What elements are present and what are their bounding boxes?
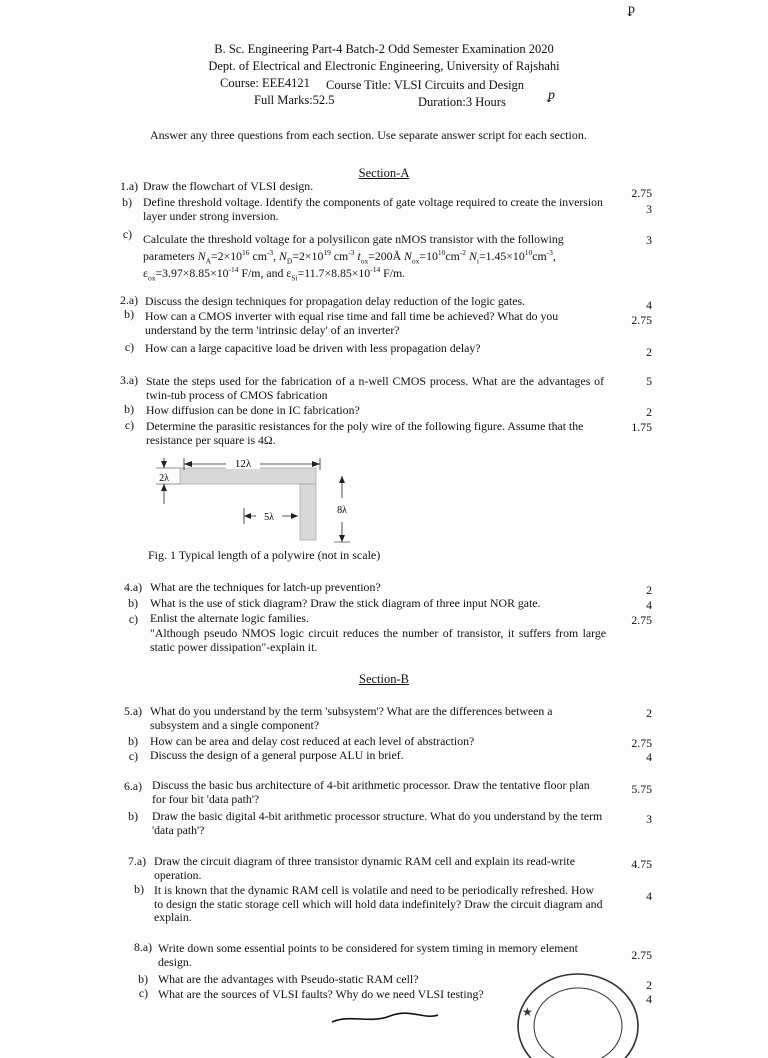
q2c-marks: 2 bbox=[646, 345, 652, 359]
q1c-parameters: parameters $N_A=2\times 10^{16}$ $cm^{-3}$, $N_D=2\times 10^{19}$ $cm^{-3}$ $t_{ox}=200Å$ $N_{ox}=10^{10}cm^{-2}$ $N_i=1.45\times 10^{10}cm^{-3}$, bbox=[143, 248, 556, 266]
q6b-number: b) bbox=[128, 809, 138, 823]
q6a-number: 6.a) bbox=[123, 779, 142, 793]
official-seal-stamp bbox=[510, 968, 640, 1058]
q2a-text: Discuss the design techniques for propagation delay reduction of the logic gates. bbox=[145, 294, 526, 308]
q7a-text: Draw the circuit diagram of three transistor dynamic RAM cell and explain its read-write operation. bbox=[154, 854, 575, 882]
q1a-marks: 2.75 bbox=[631, 186, 652, 200]
dim-label-8: 8λ bbox=[337, 505, 347, 516]
poly-horizontal-segment bbox=[180, 468, 316, 484]
q1a-text: Draw the flowchart of VLSI design. bbox=[143, 179, 314, 193]
q3b-marks: 2 bbox=[646, 405, 652, 419]
q7a-marks: 4.75 bbox=[631, 857, 652, 871]
q8c-number: c) bbox=[138, 986, 148, 1000]
q3a-number: 3.a) bbox=[119, 373, 138, 387]
q6b-text: Draw the basic digital 4-bit arithmetic processor structure. What do you understand by the term 'data path'? bbox=[152, 809, 603, 837]
exam-title: B. Sc. Engineering Part-4 Batch-2 Odd Semester Examination 2020 bbox=[214, 42, 554, 56]
poly-vertical-segment bbox=[300, 484, 316, 540]
q1c-permittivity: $\varepsilon_{ox}=3.97\times 8.85\times 10^{-14}$ F/m, and $\varepsilon_{Si}=11.7\times 8.85\times 10^{-14}$ F/m. bbox=[143, 265, 406, 283]
q1c-marks: 3 bbox=[646, 233, 652, 247]
q4b-text: What is the use of stick diagram? Draw the stick diagram of three input NOR gate. bbox=[150, 596, 541, 610]
q4b-number: b) bbox=[128, 596, 138, 610]
q7a-number: 7.a) bbox=[127, 854, 146, 868]
q2b-number: b) bbox=[124, 307, 134, 321]
q3b-text: How diffusion can be done in IC fabrication? bbox=[146, 403, 360, 417]
q3a-text: State the steps used for the fabrication of a n-well CMOS process. What are the advantages of twin-tub process of CMOS fabrication bbox=[146, 374, 604, 402]
q8a-text: Write down some essential points to be considered for system timing in memory element design. bbox=[158, 941, 578, 969]
q5a-number: 5.a) bbox=[123, 704, 142, 718]
q8a-number: 8.a) bbox=[133, 940, 152, 954]
q1b-number: b) bbox=[122, 195, 132, 209]
q1a-number: 1.a) bbox=[119, 179, 138, 193]
svg-text:★: ★ bbox=[522, 1005, 533, 1019]
instructions: Answer any three questions from each section. Use separate answer script for each section. bbox=[150, 128, 587, 142]
polywire-figure bbox=[148, 454, 368, 550]
signature-scribble bbox=[330, 1012, 440, 1024]
q3c-text: Determine the parasitic resistances for the poly wire of the following figure. Assume that the resistance per square is 4Ω. bbox=[146, 419, 584, 447]
q5a-marks: 2 bbox=[646, 706, 652, 720]
q1b-marks: 3 bbox=[646, 202, 652, 216]
q1c-number: c) bbox=[122, 227, 132, 241]
dim-label-2: 2λ bbox=[159, 473, 169, 484]
q1b-text: Define threshold voltage. Identify the components of gate voltage required to create the inversion layer under strong inversion. bbox=[143, 195, 603, 223]
duration: Duration:3 Hours bbox=[418, 95, 506, 109]
q2c-number: c) bbox=[124, 340, 134, 354]
q4b-marks: 4 bbox=[646, 598, 652, 612]
q4c-number: c) bbox=[128, 612, 138, 626]
q8b-marks: 2 bbox=[646, 978, 652, 992]
q8c-marks: 4 bbox=[646, 992, 652, 1006]
handwritten-initials: ᵱ bbox=[548, 88, 555, 103]
course-code: Course: EEE4121 bbox=[220, 76, 310, 90]
q4c-text: Enlist the alternate logic families. bbox=[150, 611, 309, 625]
q5b-number: b) bbox=[128, 734, 138, 748]
q3c-marks: 1.75 bbox=[631, 420, 652, 434]
q3a-marks: 5 bbox=[646, 374, 652, 388]
q8b-text: What are the advantages with Pseudo-static RAM cell? bbox=[158, 972, 419, 986]
q7b-marks: 4 bbox=[646, 889, 652, 903]
figure-caption: Fig. 1 Typical length of a polywire (not in scale) bbox=[148, 548, 381, 562]
q5b-text: How can be area and delay cost reduced at each level of abstraction? bbox=[150, 734, 475, 748]
q6a-text: Discuss the basic bus architecture of 4-bit arithmetic processor. Draw the tentative floor plan for four bit 'data path'? bbox=[152, 778, 590, 806]
q4a-text: What are the techniques for latch-up prevention? bbox=[150, 580, 381, 594]
q2b-marks: 2.75 bbox=[631, 313, 652, 327]
q8c-text: What are the sources of VLSI faults? Why do we need VLSI testing? bbox=[158, 987, 484, 1001]
q2a-marks: 4 bbox=[646, 298, 652, 312]
full-marks: Full Marks:52.5 bbox=[254, 93, 335, 107]
corner-mark: ᵱ bbox=[628, 2, 635, 17]
q7b-number: b) bbox=[134, 882, 144, 896]
department-line: Dept. of Electrical and Electronic Engineering, University of Rajshahi bbox=[208, 59, 560, 73]
q1c-text: Calculate the threshold voltage for a polysilicon gate nMOS transistor with the following bbox=[143, 232, 564, 246]
q4a-marks: 2 bbox=[646, 583, 652, 597]
q3b-number: b) bbox=[124, 402, 134, 416]
q2b-text: How can a CMOS inverter with equal rise time and fall time be achieved? What do you understand by the term 'intrinsic delay' of an inverter? bbox=[145, 309, 559, 337]
dim-label-5: 5λ bbox=[264, 512, 274, 523]
q5c-number: c) bbox=[128, 749, 138, 763]
q4c-quote: "Although pseudo NMOS logic circuit reduces the number of transistor, it suffers from large static power dissipation"-explain it. bbox=[150, 626, 606, 654]
q8b-number: b) bbox=[138, 972, 148, 986]
section-b-title: Section-B bbox=[359, 672, 409, 686]
q6b-marks: 3 bbox=[646, 812, 652, 826]
q2c-text: How can a large capacitive load be driven with less propagation delay? bbox=[145, 341, 481, 355]
q5b-marks: 2.75 bbox=[631, 736, 652, 750]
q2a-number: 2.a) bbox=[119, 293, 138, 307]
q8a-marks: 2.75 bbox=[631, 948, 652, 962]
section-a-title: Section-A bbox=[358, 166, 410, 180]
q6a-marks: 5.75 bbox=[631, 782, 652, 796]
q3c-number: c) bbox=[124, 418, 134, 432]
q4c-marks: 2.75 bbox=[631, 613, 652, 627]
dim-label-12: 12λ bbox=[234, 458, 252, 470]
course-title: Course Title: VLSI Circuits and Design bbox=[326, 78, 525, 92]
q5c-text: Discuss the design of a general purpose ALU in brief. bbox=[150, 748, 404, 762]
q5a-text: What do you understand by the term 'subsystem'? What are the differences between a subsystem and a single component? bbox=[150, 704, 553, 732]
q4a-number: 4.a) bbox=[123, 580, 142, 594]
q5c-marks: 4 bbox=[646, 750, 652, 764]
q7b-text: It is known that the dynamic RAM cell is volatile and need to be periodically refreshed. How to design the static storage cell which will hold data indefinitely? Draw the circuit diagram and explain. bbox=[154, 883, 603, 925]
